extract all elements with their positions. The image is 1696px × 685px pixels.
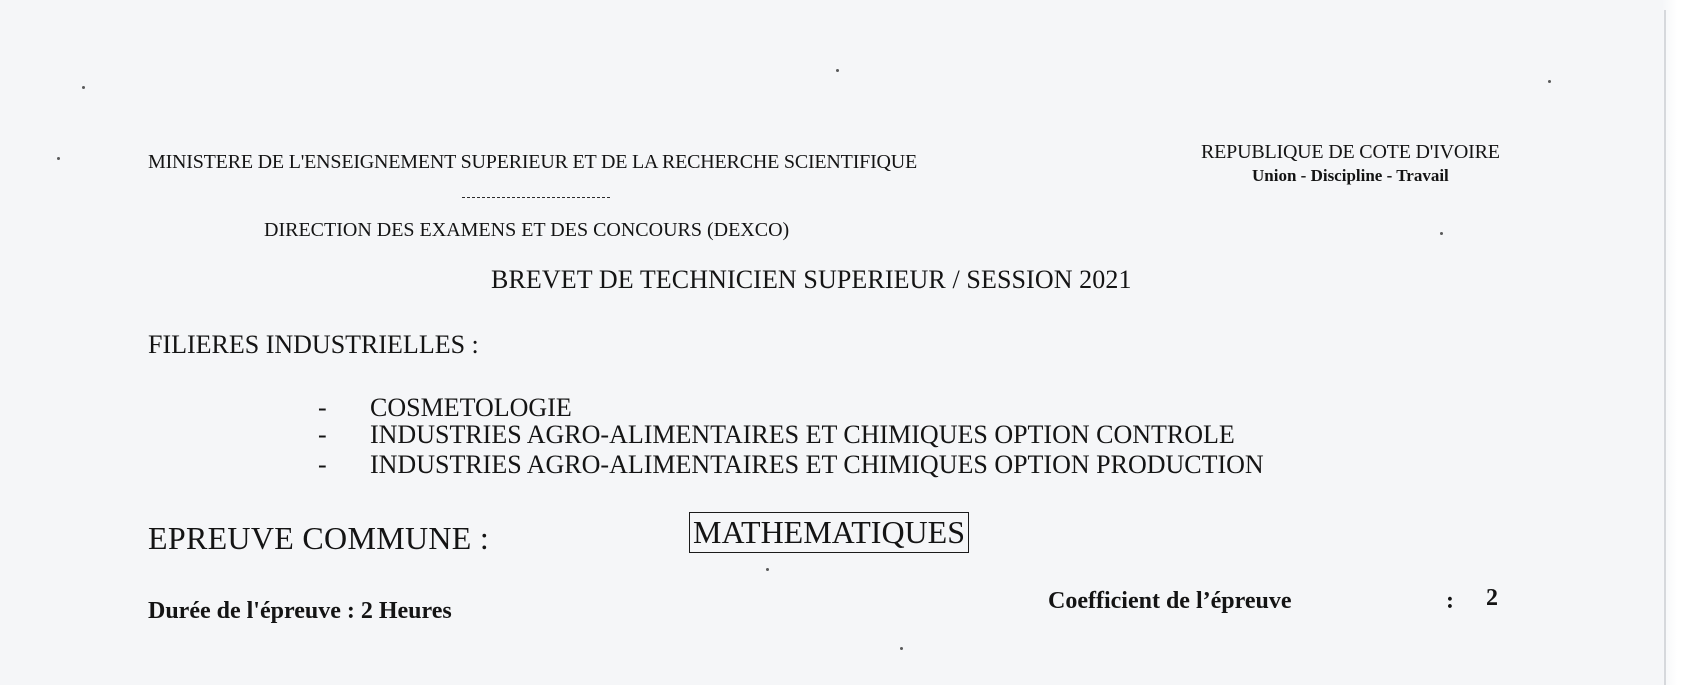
scan-speck [1440, 232, 1443, 235]
filiere-item-label: INDUSTRIES AGRO-ALIMENTAIRES ET CHIMIQUES OPTION PRODUCTION [370, 450, 1264, 479]
epreuve-label: EPREUVE COMMUNE : [148, 520, 490, 556]
filiere-item-label: INDUSTRIES AGRO-ALIMENTAIRES ET CHIMIQUES OPTION CONTROLE [370, 420, 1235, 449]
scan-edge-line [1664, 10, 1666, 685]
filiere-item [318, 420, 1235, 450]
filiere-item [318, 393, 572, 423]
republic-heading: REPUBLIQUE DE COTE D'IVOIRE [1201, 141, 1500, 163]
list-bullet: - [318, 393, 327, 422]
scan-speck [82, 86, 85, 89]
separator-dashes [462, 197, 610, 198]
scan-speck [57, 157, 60, 160]
list-bullet: - [318, 420, 327, 449]
scan-speck [836, 69, 839, 72]
filiere-item-label: COSMETOLOGIE [370, 393, 572, 422]
scan-speck [1548, 80, 1551, 83]
duration-text: Durée de l'épreuve : 2 Heures [148, 598, 452, 624]
direction-heading: DIRECTION DES EXAMENS ET DES CONCOURS (DEXCO) [264, 219, 790, 241]
coefficient-value: 2 [1486, 585, 1498, 611]
subject-box: MATHEMATIQUES [689, 512, 969, 553]
filieres-label: FILIERES INDUSTRIELLES : [148, 330, 479, 359]
list-bullet: - [318, 450, 327, 479]
national-motto: Union - Discipline - Travail [1252, 166, 1449, 185]
ministry-heading: MINISTERE DE L'ENSEIGNEMENT SUPERIEUR ET DE LA RECHERCHE SCIENTIFIQUE [148, 151, 918, 173]
exam-title: BREVET DE TECHNICIEN SUPERIEUR / SESSION 2021 [491, 265, 1132, 294]
coefficient-label: Coefficient de l’épreuve [1048, 588, 1292, 614]
scan-speck [766, 568, 769, 571]
filiere-item [318, 450, 1264, 480]
scan-speck [900, 647, 903, 650]
coefficient-colon: : [1446, 588, 1454, 614]
scan-edge [1662, 0, 1696, 685]
